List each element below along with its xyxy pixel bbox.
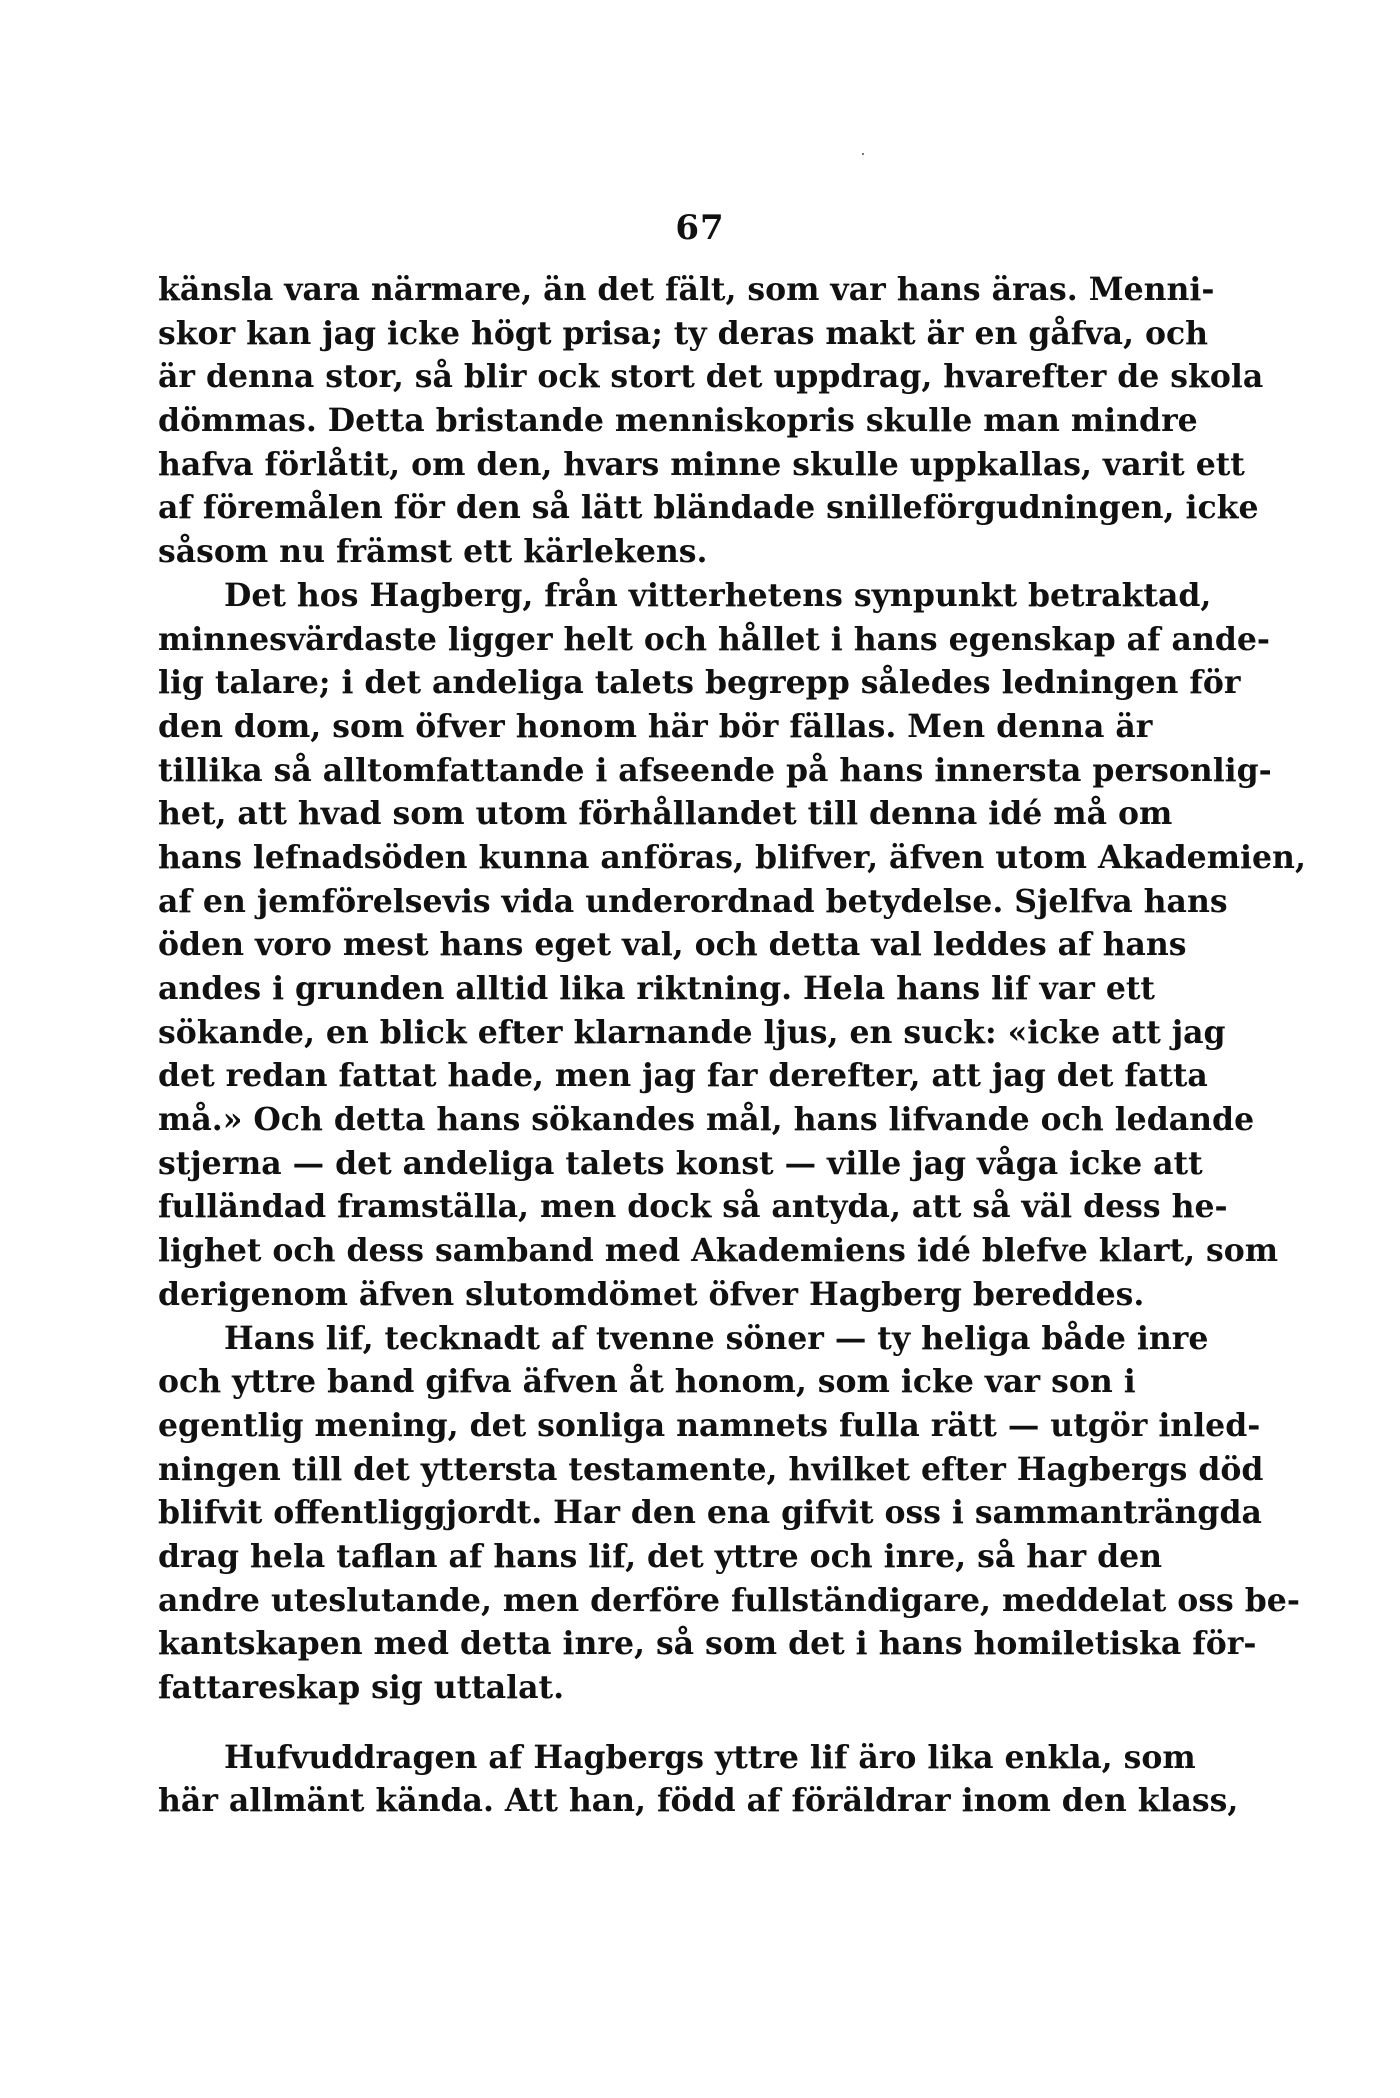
text-line: kantskapen med detta inre, så som det i hans homiletiska för-	[158, 1625, 1257, 1663]
text-line: Hans lif, tecknadt af tvenne söner — ty heliga både inre	[224, 1319, 1209, 1357]
text-line: må.» Och detta hans sökandes mål, hans lifvande och ledande	[158, 1101, 1255, 1139]
text-line: såsom nu främst ett kärlekens.	[158, 533, 708, 571]
text-line: lighet och dess samband med Akademiens idé blefve klart, som	[158, 1232, 1279, 1270]
text-line: af en jemförelsevis vida underordnad betydelse. Sjelfva hans	[158, 882, 1228, 920]
text-line: fulländad framställa, men dock så antyda, att så väl dess he-	[158, 1188, 1228, 1226]
text-line: andre uteslutande, men derföre fullständigare, meddelat oss be-	[158, 1581, 1300, 1619]
text-line: dömmas. Detta bristande menniskopris skulle man mindre	[158, 402, 1198, 440]
text-line: skor kan jag icke högt prisa; ty deras makt är en gåfva, och	[158, 314, 1209, 352]
paragraph-gap	[158, 1710, 1098, 1736]
text-line: det redan fattat hade, men jag far derefter, att jag det fatta	[158, 1057, 1208, 1095]
text-line: blifvit offentliggjordt. Har den ena gifvit oss i sammanträngda	[158, 1494, 1262, 1532]
text-line: här allmänt kända. Att han, född af föräldrar inom den klass,	[158, 1782, 1239, 1820]
text-line: hafva förlåtit, om den, hvars minne skulle uppkallas, varit ett	[158, 445, 1245, 483]
text-line: lig talare; i det andeliga talets begrepp således ledningen för	[158, 664, 1241, 702]
text-line: fattareskap sig uttalat.	[158, 1669, 565, 1706]
paragraph	[158, 1736, 1239, 1823]
text-line: stjerna — det andeliga talets konst — ville jag våga icke att	[158, 1144, 1203, 1182]
text-line: minnesvärdaste ligger helt och hållet i hans egenskap af ande-	[158, 620, 1270, 658]
paragraph	[158, 1317, 1300, 1710]
text-line: hans lefnadsöden kunna anföras, blifver, äfven utom Akademien,	[158, 838, 1306, 876]
text-line: den dom, som öfver honom här bör fällas. Men denna är	[158, 707, 1153, 745]
paragraph	[158, 268, 1264, 574]
text-line: är denna stor, så blir ock stort det uppdrag, hvarefter de skola	[158, 358, 1264, 396]
text-line: ningen till det yttersta testamente, hvilket efter Hagbergs död	[158, 1450, 1264, 1488]
text-line: öden voro mest hans eget val, och detta val leddes af hans	[158, 926, 1187, 964]
text-line: het, att hvad som utom förhållandet till denna idé må om	[158, 795, 1173, 833]
paper-speck	[862, 153, 864, 155]
text-line: och yttre band gifva äfven åt honom, som icke var son i	[158, 1363, 1136, 1401]
text-line: andes i grunden alltid lika riktning. Hela hans lif var ett	[158, 970, 1155, 1007]
text-line: derigenom äfven slutomdömet öfver Hagberg bereddes.	[158, 1275, 1145, 1313]
text-line: tillika så alltomfattande i afseende på hans innersta personlig-	[158, 751, 1272, 789]
text-line: af föremålen för den så lätt bländade snilleförgudningen, icke	[158, 489, 1259, 527]
text-line: känsla vara närmare, än det fält, som var hans äras. Menni-	[158, 271, 1215, 308]
page-number: 67	[675, 208, 725, 248]
text-line: drag hela taflan af hans lif, det yttre och inre, så har den	[158, 1537, 1163, 1575]
text-line: sökande, en blick efter klarnande ljus, en suck: «icke att jag	[158, 1013, 1226, 1051]
text-line: Hufvuddragen af Hagbergs yttre lif äro lika enkla, som	[224, 1738, 1196, 1776]
paragraph	[158, 574, 1306, 1317]
text-line: egentlig mening, det sonliga namnets fulla rätt — utgör inled-	[158, 1406, 1261, 1444]
text-line: Det hos Hagberg, från vitterhetens synpunkt betraktad,	[224, 576, 1212, 614]
body-text	[158, 268, 1306, 1823]
